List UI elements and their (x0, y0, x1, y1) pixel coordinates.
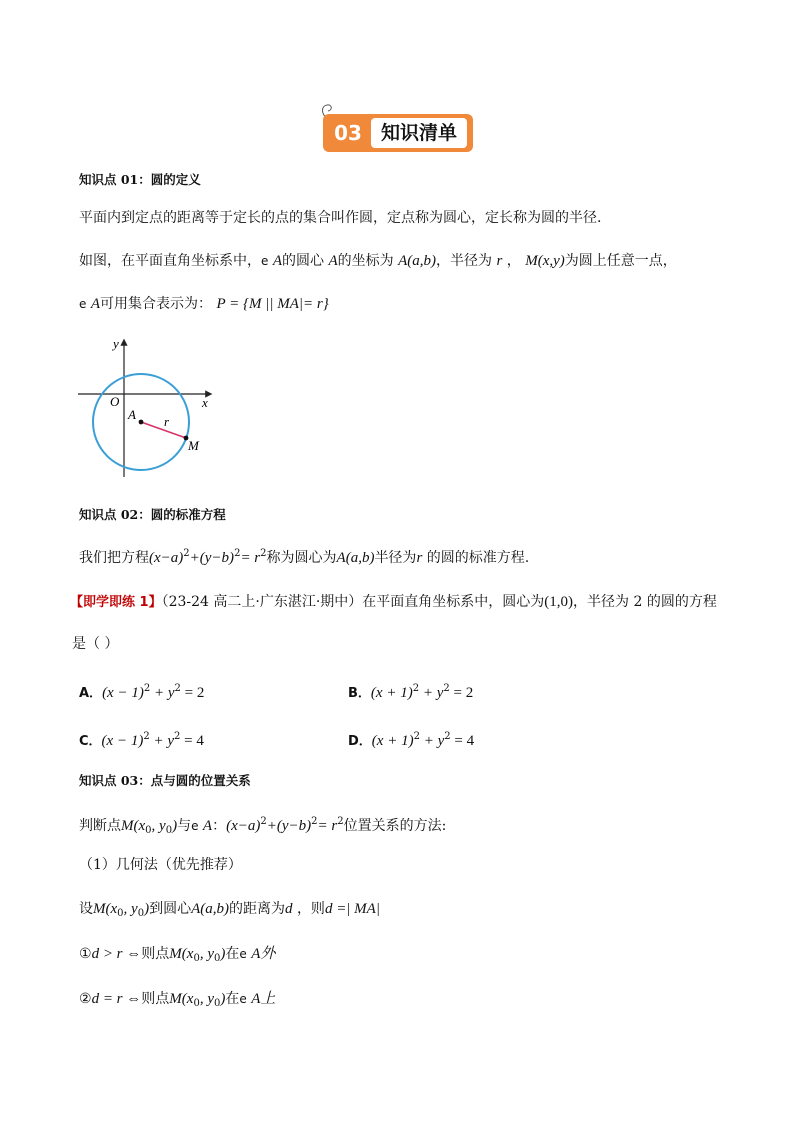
kp2-paragraph-1: 我们把方程$(x-a)^2+(y-b)^2= r^2$称为圆心为A(a,b)半径为r 的圆的标准方程. (79, 548, 530, 566)
option-c[interactable]: C．$(x - 1)^2 + y^2 = 4$ (79, 731, 204, 749)
kp2-heading: 知识点 02：圆的标准方程 (79, 507, 226, 522)
kp3-case-2: ②d = r ⇔则点$M(x_0$, $y_0$)在e A上 (79, 991, 276, 1009)
option-d[interactable]: D．$(x + 1)^2 + y^2 = 4$ (348, 731, 475, 749)
practice-question: 【即学即练 1】（23-24 高二上·广东湛江·期中）在平面直角坐标系中，圆心为(1,0)，半径为 2 的圆的方程 (70, 594, 717, 610)
option-b[interactable]: B．$(x + 1)^2 + y^2 = 2$ (348, 683, 474, 701)
kp3-heading: 知识点 03：点与圆的位置关系 (79, 773, 251, 788)
kp1-heading: 知识点 01：圆的定义 (79, 172, 201, 187)
kp1-paragraph-1: 平面内到定点的距离等于定长的点的集合叫作圆，定点称为圆心，定长称为圆的半径. (79, 210, 602, 226)
circle-figure (70, 335, 220, 485)
badge-number: 03 (334, 121, 362, 145)
label-o: O (110, 394, 120, 409)
label-x: x (202, 395, 208, 410)
section-badge (323, 114, 473, 152)
practice-question-line-2: 是（ ） (72, 636, 119, 652)
option-a[interactable]: A．$(x - 1)^2 + y^2 = 2$ (79, 683, 205, 701)
kp3-paragraph-2: （1）几何法（优先推荐） (79, 857, 242, 873)
kp1-paragraph-2: 如图，在平面直角坐标系中，e A的圆心 A的坐标为 A(a,b)，半径为 r ， M(x,y)为圆上任意一点， (79, 253, 677, 269)
practice-tag: 【即学即练 1】 (70, 595, 162, 610)
kp3-case-1: ①d > r ⇔则点$M(x_0$, $y_0$)在e A外 (79, 946, 276, 964)
label-y: y (113, 336, 119, 351)
label-a: A (128, 407, 136, 422)
label-r: r (164, 414, 170, 429)
kp3-paragraph-1: 判断点$M(x_0$, $y_0$)与e A：$(x-a)^2+(y-b)^2= r^2$位置关系的方法: (79, 816, 447, 836)
badge-title: 知识清单 (371, 118, 467, 148)
kp3-paragraph-3: 设$M(x_0$, $y_0$)到圆心A(a,b)的距离为d ，则d =| MA| (79, 901, 380, 919)
label-m: M (188, 438, 199, 453)
center-point (139, 420, 144, 425)
kp1-paragraph-3: e A可用集合表示为： P = {M || MA|= r} (79, 296, 329, 312)
